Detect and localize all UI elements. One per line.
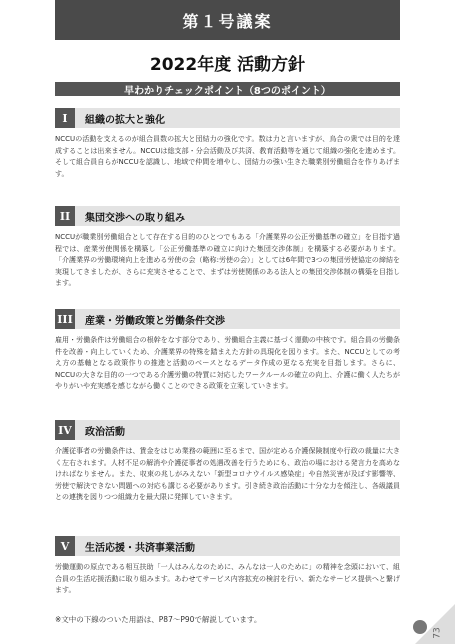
section-body: 雇用・労働条件は労働組合の根幹をなす部分であり、労働組合主義に基づく運動の中核です。組合員の労働条件を改善・向上していくため、介護業界の特殊を踏まえた方針の具現化を図ります。また、NCCUとしての考え方の基軸となる政策作りの推進と活動のベースとなるデータ作成の更なる充実を目指します。さらに、NCCUの大きな目的の一つである介護労働の特質に対応したワークルールの確立の向上、介護に働く人たちがやりがいや充実感を感じながら働くことのできる政策を立案していきます。 [55,336,400,390]
section-title: 政治活動 [85,426,125,438]
section-title: 組織の拡大と強化 [85,114,165,126]
logo-icon [413,620,427,634]
section-3 [55,309,400,393]
page-number: 73 [432,627,443,639]
section-number: IV [55,420,75,440]
section-number: III [55,309,75,329]
agenda-banner: 第１号議案 [55,0,400,40]
section-5 [55,536,400,597]
checkpoint-bar: 早わかりチェックポイント（8つのポイント） [55,82,400,96]
section-header [55,309,400,329]
section-body: 労働運動の原点である相互扶助「一人はみんなのために、みんなは一人のために」の精神を念頭において、組合員の生活応援活動に取り組みます。あわせてサービス内容拡充の検討を行い、新たなサービス提供へと繋げます。 [55,563,400,594]
page-title: 2022年度 活動方針 [149,55,306,75]
section-body: NCCUが職業別労働組合として存在する目的のひとつでもある「介護業界の公正労働基準の確立」を目指す過程では、産業労使関係を構築し「公正労働基準の確立に向けた集団交渉体制」を構築する必要があります。「介護業界の労働環境向上を進める労使の会（略称:労使の会）」としては6年間で3つの集団労使協定の締結を実現してきましたが、さらに充実させることで、まずは労使関係のある法人との集団交渉体制の構築を目指します。 [55,233,400,287]
section-body: 介護従事者の労働条件は、賃金をはじめ業務の範囲に至るまで、国が定める介護保険制度や行政の裁量に大きく左右されます。人材不足の解消や介護従事者の処遇改善を行うためにも、政治の場における発言力を高めなければなりません。また、収束の兆しがみえない「新型コロナウイルス感染症」や自然災害が及ぼす影響等、労使で解決できない問題への対応も講じる必要があります。引き続き政治活動に十分な力を傾注し、各級議員との連携を図りつつ組織力を最大限に発揮していきます。 [55,447,400,501]
section-1 [55,108,400,180]
section-header [55,206,400,226]
section-2 [55,206,400,290]
footnote: ※文中の下線のついた用語は、P87～P90で解説しています。 [55,615,262,624]
section-header [55,420,400,440]
section-body: NCCUの活動を支えるのが組合員数の拡大と団結力の強化です。数は力と言いますが、烏合の衆では目的を達成することは出来ません。NCCUは総支部・分会活動及び共済、教育活動等を通じて組織の強化を進めます。そして組合員自らがNCCUを認識し、地域で仲間を増やし、団結力の強い生きた職業別労働組合を作りあげます。 [55,135,400,178]
section-number: V [55,536,75,556]
section-header [55,108,400,128]
section-number: I [55,108,75,128]
section-4 [55,420,400,504]
section-number: II [55,206,75,226]
section-title: 生活応援・共済事業活動 [85,542,195,554]
section-header [55,536,400,556]
section-title: 産業・労働政策と労働条件交渉 [85,315,225,327]
section-title: 集団交渉への取り組み [85,212,185,224]
